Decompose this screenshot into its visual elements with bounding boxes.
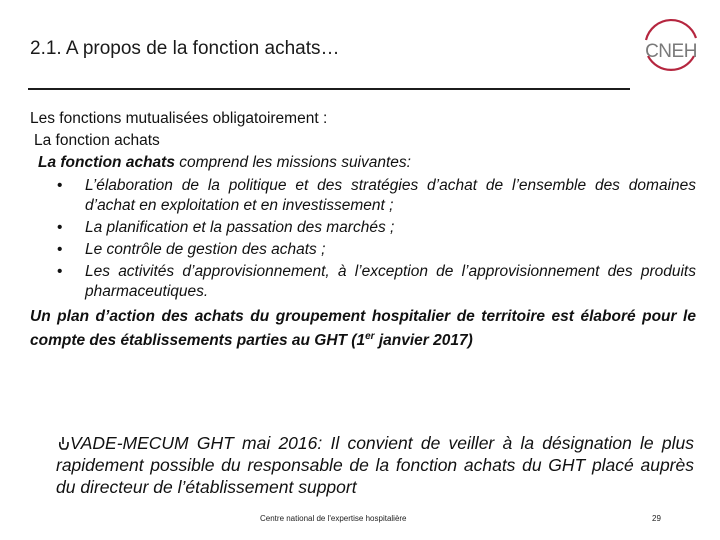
plan-text-b: janvier 2017) (374, 332, 473, 350)
cneh-logo (636, 14, 706, 76)
bullet-icon: • (57, 241, 63, 258)
list-item (30, 218, 696, 238)
intro-line (30, 152, 696, 174)
bullet-icon: • (57, 177, 63, 194)
page-number: 29 (652, 514, 661, 523)
plan-superscript: er (365, 331, 375, 342)
plan-text-a: Un plan d’action des achats du groupement hospitalier de territoire est élaboré pour le compte des établissements parties au GHT (1 (30, 308, 696, 350)
intro-rest: comprend les missions suivantes: (174, 154, 411, 171)
title-divider (28, 88, 630, 90)
list-item (30, 240, 696, 260)
hand-pointer-icon (56, 436, 70, 450)
bullet-icon: • (57, 219, 63, 236)
bullet-text: Le contrôle de gestion des achats ; (85, 241, 326, 258)
logo-text: CNEH (645, 41, 697, 62)
list-item (30, 262, 696, 302)
action-plan-paragraph (30, 307, 696, 351)
intro-bold: La fonction achats (38, 154, 175, 171)
bullet-text: La planification et la passation des marchés ; (85, 219, 395, 236)
page-title: 2.1. A propos de la fonction achats… (30, 38, 340, 59)
list-item (30, 176, 696, 216)
bullet-text: L’élaboration de la politique et des stratégies d’achat de l’ensemble des domaines d’achat en exploitation et en investissement ; (85, 177, 696, 214)
bullet-icon: • (57, 263, 63, 280)
vade-mecum-note (56, 432, 694, 498)
bullet-text: Les activités d’approvisionnement, à l’exception de l’approvisionnement des produits pharmaceutiques. (85, 263, 696, 300)
section-heading: Les fonctions mutualisées obligatoirement : (30, 110, 328, 127)
vade-text: VADE-MECUM GHT mai 2016: Il convient de veiller à la désignation le plus rapidement possible du responsable de la fonction achats du GHT placé auprès du directeur de l’établissement support (56, 433, 694, 497)
footer-organization: Centre national de l'expertise hospitalière (260, 514, 407, 523)
section-subheading: La fonction achats (34, 132, 160, 149)
slide-content (30, 108, 696, 351)
